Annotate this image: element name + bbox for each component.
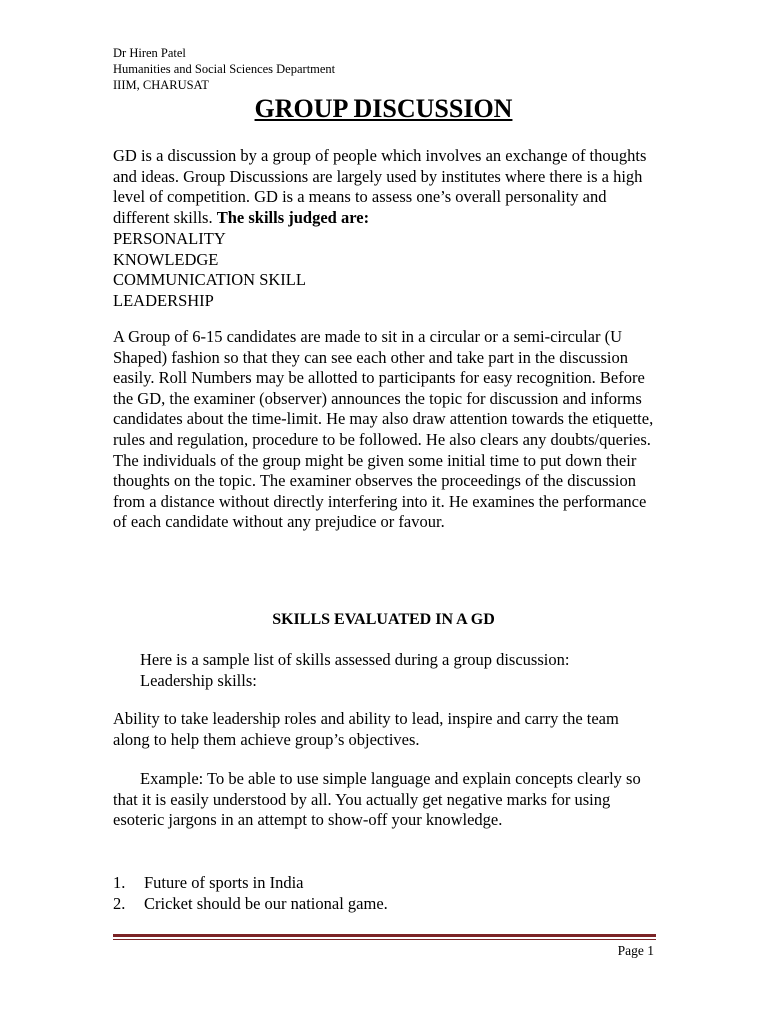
skills-judged-list bbox=[113, 229, 658, 311]
example-text: Example: To be able to use simple language and explain concepts clearly so that it is easily understood by all. You actually get negative marks for using esoteric jargons in an attempt to show-off your knowledge. bbox=[113, 769, 641, 830]
skills-intro bbox=[140, 650, 569, 691]
page-number: Page 1 bbox=[617, 943, 654, 958]
header-department: Humanities and Social Sciences Department bbox=[113, 62, 336, 76]
skills-intro-line: Here is a sample list of skills assessed during a group discussion: bbox=[140, 650, 570, 669]
topics-list bbox=[113, 873, 388, 914]
leadership-skills-label: Leadership skills: bbox=[140, 670, 257, 690]
process-paragraph: A Group of 6-15 candidates are made to sit in a circular or a semi-circular (U Shaped) fashion so that they can see each other and take part in the discussion easily. Roll Numbers may be allotted to participants for easy recognition. Before the GD, the examiner (observer) announces the topic for discussion and informs candidates about the time-limit. He may also draw attention towards the etiquette, rules and regulation, procedure to be followed. He also clears any doubts/queries. The individuals of the group might be given some initial time to put down their thoughts on the topic. The examiner observes the proceedings of the discussion from a distance without directly interfering into it. He examines the performance of each candidate without any prejudice or favour. bbox=[113, 327, 654, 532]
list-text: Cricket should be our national game. bbox=[144, 893, 388, 913]
header-institute: IIIM, CHARUSAT bbox=[113, 78, 209, 92]
page-title: GROUP DISCUSSION bbox=[254, 94, 513, 123]
list-item bbox=[113, 894, 388, 915]
skill-item: COMMUNICATION SKILL bbox=[113, 270, 306, 290]
intro-text: GD is a discussion by a group of people which involves an exchange of thoughts and ideas. Group Discussions are largely used by institutes where there is a high level of competition. GD is a means to assess one’s overall personality and different skills. bbox=[113, 146, 647, 227]
section-heading: SKILLS EVALUATED IN A GD bbox=[272, 611, 495, 628]
list-number: 1. bbox=[113, 873, 126, 892]
intro-bold-tail: The skills judged are: bbox=[216, 207, 370, 227]
leadership-paragraph: Ability to take leadership roles and ability to lead, inspire and carry the team along to help them achieve group’s objectives. bbox=[113, 709, 619, 749]
footer-rule bbox=[113, 934, 656, 937]
example-paragraph bbox=[113, 769, 658, 831]
skill-item: LEADERSHIP bbox=[113, 290, 214, 310]
footer-rule-thin bbox=[113, 939, 656, 940]
skill-item: KNOWLEDGE bbox=[113, 249, 219, 269]
list-number: 2. bbox=[113, 893, 126, 913]
list-item bbox=[113, 873, 388, 894]
list-text: Future of sports in India bbox=[144, 873, 304, 892]
header-author: Dr Hiren Patel bbox=[113, 46, 186, 60]
document-header bbox=[113, 45, 335, 93]
skill-item: PERSONALITY bbox=[113, 229, 226, 248]
intro-paragraph bbox=[113, 146, 658, 228]
